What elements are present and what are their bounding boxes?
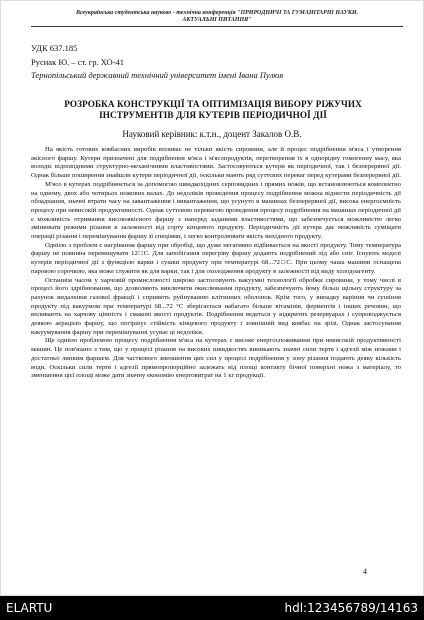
author-line: Руснак Ю. – ст. гр. ХО-41 xyxy=(31,57,124,67)
page-number: 4 xyxy=(363,567,367,576)
title-line2: ІНСТРУМЕНТІВ ДЛЯ КУТЕРІВ ПЕРІОДИЧНОЇ ДІЇ xyxy=(99,110,327,120)
conference-header-line1: Всеукраїнська студентська науково - технічна конференція "ПРИРОДНИЧІ ТА ГУМАНІТАРНІ НАУКИ. xyxy=(75,10,359,16)
paper-title xyxy=(29,99,397,121)
title-line1: РОЗРОБКА КОНСТРУКЦІЇ ТА ОПТИМІЗАЦІЯ ВИБОРУ РІЖУЧИХ xyxy=(64,99,362,109)
handle-id: hdl:123456789/14163 xyxy=(284,601,418,615)
conference-header-line2: АКТУАЛЬНІ ПИТАННЯ" xyxy=(182,17,252,23)
affiliation: Тернопільський державний технічний університет імені Івана Пулюя xyxy=(31,70,284,80)
udk-code: УДК 637.185 xyxy=(31,43,78,53)
paragraph: М'ясо в кутерах подрібнюється за допомогою швидкохідних серповидних і прямих ножів, що встановлюються комплектно на одному, двох або чотирьох ножових валах. До недоліків проведення процесу подрібнення можна віднести періодичність дії обладнання, значні втрати часу на завантаження і вивантаження, що усунуто в машинах безперервної дії, висока енергоємність процесу при невисокій продуктивності. Однак суттєвою перевагою проведення процесу подрібнення на машинах періодичної дії є можливість отримання високоякісного фаршу з наперед заданими властивостями, що забезпечується можливістю легко змінювати режими різання в залежності від сорту кінцевого продукту. Періодичність дії кутера дає можливість суміщати операції різання і перемішування фаршу зі спеціями, і легко контролювати якість вихідного продукту. xyxy=(31,180,401,241)
supervisor-line: Науковий керівник: к.т.н., доцент Закалов О.В. xyxy=(122,129,302,139)
paragraph: Останнім часом у харчовій промисловості широко застосовують вакуумні технології обробки сировини, у тому числі в процесі його здрібнювання, що дозволяють виключити окислювання продукту, забезпечують йому більш щільну структуру за рахунок видалення газової фракції і сприяють руйнуванню клітинних оболонок. Крім того, у випадку варіння чи сушіння продукту під вакуумом при температурі 68...72 °С зберігається набагато більше вітамінів, ферментів і інших речовин, що впливають на харчову цінність і смакові якості продуктів. Подрібнення ведеться у відкритих резервуарах і супроводжується деякою аерацією фаршу, що погіршує стійкість кінцевого продукту і зовнішній вид ковбас на зрізі. Однак застосування вакуумування фаршу при перемішуванні усуває ці недоліки. xyxy=(31,276,401,336)
viewer-footer-bar xyxy=(0,596,424,620)
paragraph: Однією з проблем є нагрівання фаршу при обробці, що дуже негативно відбивається на якості продукту. Тому температура фаршу не повинна перевищувати 12□С. Для запобігання перегріву фаршу додають подрібнений лід або сніг. Існують моделі кутерів періодичної дії з функцією варки і сушки продукту при температурі 68...72□С. При цьому чаша машини оснащена паровою сорочкою, яка може служити як для варки, так і для охолодження продукту в залежності від виду холодоагенту. xyxy=(31,241,401,275)
body-text xyxy=(31,146,401,381)
repository-name: ELARTU xyxy=(6,601,53,615)
paragraph: На якість готових ковбасних виробів впливає не тільки якість сировини, але й процес подрібнення м'яса і утворення якісного фаршу. Кутери призначені для подрібнення м'яса і м'ясопродуктів, перетворення їх в однорідну гомогенну масу, яка володіє відповідними структурно-механічними властивостями. Застосовуються кутери як періодичної, так і безперервної дії. Однак більше поширення знайшли кутери періодичної дії, оскільки мають ряд суттєвих переваг перед кутерами безперервної дії. xyxy=(31,146,401,180)
conference-header xyxy=(31,10,403,27)
paragraph: Ще однією проблемою процесу подрібнення м'яса на кутерах є високе енергоспоживання при невисокій продуктивності машин. Це пов'язано з тим, що у процесі різання на високих швидкостях виникають значні сили тертя і адгезії між ножами і достатньо липким фаршем. Для часткового зменшення цих сил у процесі подрібнення у зону різання подають деяку кількість води. Оскільки сили тертя і адгезії прямопропорційно залежать від площі контакту бічної поверхні ножа з матеріалу, то зменшення цієї площі може дати значну економію енерговитрат на 1 кг продукції. xyxy=(31,337,401,380)
